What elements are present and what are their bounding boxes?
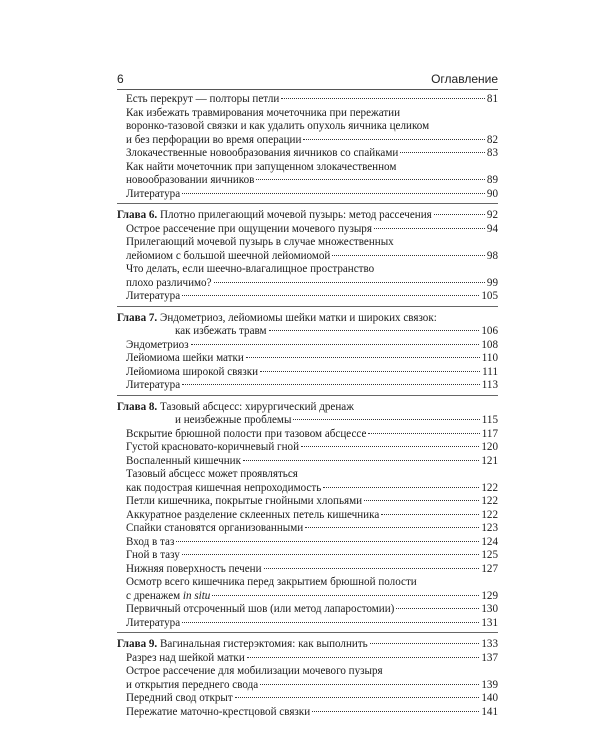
page-ref: 125 [481, 549, 498, 561]
toc-entry-line [117, 549, 498, 563]
header-rule [117, 89, 498, 90]
dot-leader [260, 684, 479, 685]
toc-entry-line [117, 250, 498, 264]
page-ref: 129 [481, 589, 498, 602]
entry-title: Разрез над шейкой матки [126, 651, 245, 664]
dot-leader [264, 568, 480, 569]
dot-leader [212, 595, 479, 596]
entry-title: и открытия переднего свода [126, 678, 259, 691]
toc-entry-line [117, 339, 498, 353]
toc-entry-line [117, 590, 498, 604]
toc-entry-line [117, 107, 498, 121]
entry-title: как подострая кишечная непроходимость [126, 481, 322, 494]
toc-entry-line [117, 482, 498, 496]
entry-title: Литература [126, 187, 181, 200]
entry-title: Гной в тазу [126, 549, 180, 561]
toc-entry-line [117, 603, 498, 617]
entry-title: Нижняя поверхность печени [126, 562, 262, 575]
toc-entry-line [117, 652, 498, 666]
entry-title: воронко-тазовой связки и как удалить опухоль яичника целиком [126, 120, 430, 132]
page-ref: 123 [481, 522, 498, 534]
page-ref: 124 [481, 535, 498, 548]
dot-leader [182, 295, 479, 296]
chapter-number: Глава 8. [117, 400, 158, 413]
dot-leader [303, 139, 485, 140]
dot-leader [434, 214, 485, 215]
dot-leader [396, 608, 479, 609]
dot-leader [176, 541, 479, 542]
entry-title: Как найти мочеточник при запущенном злокачественном [126, 160, 397, 173]
dot-leader [312, 711, 479, 712]
dot-leader [381, 514, 479, 515]
page-ref: 94 [486, 222, 498, 235]
page-ref: 110 [481, 352, 498, 364]
entry-title: Острое рассечение для мобилизации мочевого пузыря [126, 665, 383, 677]
toc-entry-line [117, 692, 498, 706]
dot-leader [243, 460, 479, 461]
entry-title: Литература [126, 290, 181, 302]
dot-leader [364, 500, 479, 501]
toc-chapter-block [117, 638, 498, 721]
page-number: 6 [117, 72, 124, 86]
toc-entry-line [117, 563, 498, 577]
page-ref: 121 [481, 454, 498, 467]
toc-entry-line [117, 290, 498, 304]
entry-title: Спайки становятся организованными [126, 522, 304, 534]
entry-title: Передний свод открыт [126, 692, 233, 704]
page-ref: 122 [481, 495, 498, 507]
page-ref: 111 [482, 365, 498, 378]
toc-entry-line [117, 352, 498, 366]
entry-title: Эндометриоз [126, 338, 189, 351]
entry-title: Первичный отсроченный шов (или метод лапаростомии) [126, 603, 395, 615]
toc-entry-line [117, 134, 498, 148]
entry-title: Как избежать травмирования мочеточника при пережатии [126, 106, 401, 119]
page-ref: 98 [486, 249, 498, 262]
dot-leader [260, 371, 480, 372]
toc-chapter-line [117, 209, 498, 223]
page-ref: 133 [481, 638, 498, 650]
entry-title: Воспаленный кишечник [126, 454, 241, 467]
dot-leader [269, 330, 480, 331]
entry-title: и без перфорации во время операции [126, 133, 302, 146]
page-ref: 99 [486, 276, 498, 289]
chapter-title: и неизбежные проблемы [175, 414, 292, 426]
page-ref: 113 [481, 379, 498, 391]
toc-entry-line [117, 706, 498, 720]
chapter-title: как избежать травм [175, 325, 267, 337]
page-ref: 115 [481, 414, 498, 426]
page-ref: 130 [481, 603, 498, 615]
dot-leader [191, 344, 480, 345]
page-ref: 81 [486, 93, 498, 105]
entry-title: Петли кишечника, покрытые гнойными хлопьями [126, 495, 363, 507]
toc-entry-line [117, 536, 498, 550]
chapter-title: Тазовый абсцесс: хирургический дренаж [160, 400, 354, 413]
toc-entry-line [117, 379, 498, 393]
page-ref: 141 [481, 705, 498, 718]
entry-title: Литература [126, 379, 181, 391]
dot-leader [182, 384, 480, 385]
chapter-title: Вагинальная гистерэктомия: как выполнить [160, 638, 368, 650]
page-ref: 120 [481, 441, 498, 453]
chapter-title: Эндометриоз, лейомиомы шейки матки и широких связок: [160, 311, 437, 324]
toc-entry-line [117, 495, 498, 509]
dot-leader [182, 622, 479, 623]
toc-entry-line [117, 665, 498, 679]
toc-chapter-line [117, 414, 498, 428]
entry-title: Тазовый абсцесс может проявляться [126, 468, 298, 480]
toc-chapter-block [117, 401, 498, 634]
page-ref: 105 [481, 290, 498, 302]
dot-leader [370, 643, 480, 644]
toc-entry-line [117, 188, 498, 202]
page-ref: 108 [481, 338, 498, 351]
toc-entry-line [117, 277, 498, 291]
page-ref: 139 [481, 678, 498, 691]
chapter-title: Плотно прилегающий мочевой пузырь: метод рассечения [160, 209, 432, 221]
dot-leader [214, 282, 485, 283]
page-ref: 117 [481, 427, 498, 440]
dot-leader [374, 228, 485, 229]
toc-chapter-line [117, 325, 498, 339]
toc-entry-line [117, 679, 498, 693]
toc-entry-line [117, 174, 498, 188]
toc-entry-line [117, 576, 498, 590]
dot-leader [305, 527, 479, 528]
toc-chapter-line [117, 312, 498, 326]
toc-chapter-block [117, 312, 498, 396]
page-ref: 131 [481, 616, 498, 629]
entry-title: Прилегающий мочевой пузырь в случае множественных [126, 236, 394, 248]
entry-title: плохо различимо? [126, 276, 212, 289]
toc-chapter-block [117, 93, 498, 204]
toc-entry-line [117, 236, 498, 250]
dot-leader [182, 554, 480, 555]
dot-leader [182, 193, 485, 194]
entry-title: Лейомиома шейки матки [126, 352, 244, 364]
toc-entry-line [117, 93, 498, 107]
chapter-number: Глава 6. [117, 209, 158, 221]
page-ref: 137 [481, 651, 498, 664]
toc-chapter-line [117, 638, 498, 652]
entry-title: Осмотр всего кишечника перед закрытием брюшной полости [126, 576, 417, 588]
toc-entry-line [117, 468, 498, 482]
toc-chapter-line [117, 401, 498, 415]
toc-entry-line [117, 428, 498, 442]
entry-title: Вскрытие брюшной полости при тазовом абсцессе [126, 427, 367, 440]
dot-leader [235, 697, 480, 698]
dot-leader [400, 152, 485, 153]
table-of-contents [117, 93, 498, 726]
entry-title: Острое рассечение при ощущении мочевого пузыря [126, 222, 372, 235]
page-ref: 106 [481, 325, 498, 337]
dot-leader [256, 179, 484, 180]
toc-entry-line [117, 120, 498, 134]
chapter-number: Глава 9. [117, 638, 158, 650]
dot-leader [246, 357, 480, 358]
toc-entry-line [117, 263, 498, 277]
running-header-title: Оглавление [431, 72, 498, 86]
page-ref: 83 [486, 147, 498, 159]
page-ref: 122 [481, 481, 498, 494]
entry-title: Густой красновато-коричневый гной [126, 441, 300, 453]
entry-italic-term: in situ [182, 589, 211, 602]
page-ref: 89 [486, 174, 498, 186]
toc-entry-line [117, 455, 498, 469]
dot-leader [301, 446, 479, 447]
dot-leader [281, 98, 485, 99]
toc-entry-line [117, 509, 498, 523]
page-ref: 140 [481, 692, 498, 704]
toc-entry-line [117, 366, 498, 380]
dot-leader [323, 487, 479, 488]
entry-title: Пережатие маточно-крестцовой связки [126, 705, 311, 718]
entry-title: новообразовании яичников [126, 174, 255, 186]
chapter-number: Глава 7. [117, 311, 158, 324]
entry-title: Что делать, если шеечно-влагалищное пространство [126, 263, 375, 275]
toc-entry-line [117, 617, 498, 631]
toc-chapter-block [117, 209, 498, 307]
dot-leader [332, 255, 485, 256]
toc-entry-line [117, 223, 498, 237]
entry-title: Аккуратное разделение склеенных петель кишечника [126, 508, 380, 521]
entry-title: Есть перекрут — полторы петли [126, 93, 280, 105]
entry-title: лейомиом с большой шеечной лейомиомой [126, 249, 331, 262]
entry-title: Литература [126, 616, 181, 629]
dot-leader [247, 657, 480, 658]
page-ref: 90 [486, 187, 498, 200]
entry-title: Вход в таз [126, 535, 175, 548]
dot-leader [293, 419, 479, 420]
page-ref: 92 [486, 209, 498, 221]
toc-entry-line [117, 161, 498, 175]
page-ref: 82 [486, 133, 498, 146]
dot-leader [368, 433, 479, 434]
entry-title: Лейомиома широкой связки [126, 365, 259, 378]
entry-title: Злокачественные новообразования яичников со спайками [126, 147, 399, 159]
toc-entry-line [117, 522, 498, 536]
toc-entry-line [117, 147, 498, 161]
toc-entry-line [117, 441, 498, 455]
page-ref: 122 [481, 508, 498, 521]
entry-title: с дренажем [126, 589, 181, 602]
page-ref: 127 [481, 562, 498, 575]
